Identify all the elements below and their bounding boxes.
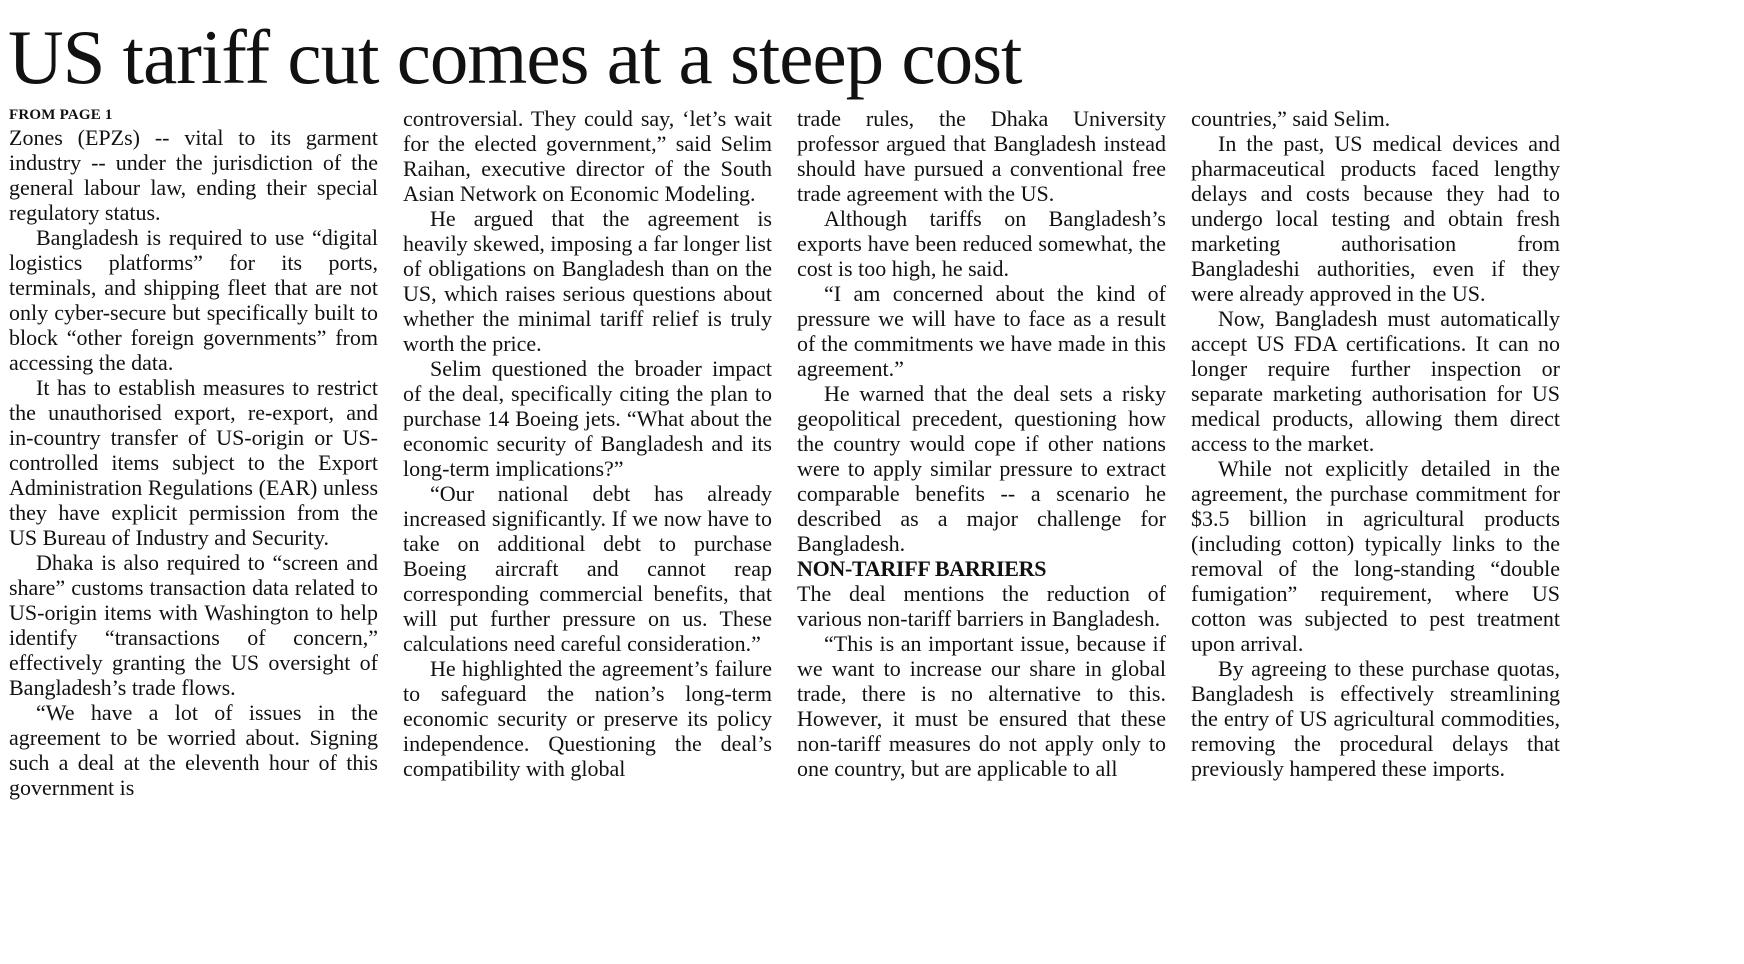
- paragraph: Dhaka is also required to “screen and share” customs transaction data related to US-origin items with Washington to help identify “transactions of concern,” effectively granting the US oversight of Bangladesh’s trade flows.: [9, 550, 378, 700]
- paragraph: The deal mentions the reduction of various non-tariff barriers in Bangladesh.: [797, 581, 1166, 631]
- paragraph: Zones (EPZs) -- vital to its garment industry -- under the jurisdiction of the general labour law, ending their special regulatory status.: [9, 125, 378, 225]
- column-3: [797, 106, 1166, 964]
- paragraph: By agreeing to these purchase quotas, Bangladesh is effectively streamlining the entry of US agricultural commodities, removing the procedural delays that previously hampered these imports.: [1191, 656, 1560, 781]
- paragraph: controversial. They could say, ‘let’s wait for the elected government,” said Selim Raihan, executive director of the South Asian Network on Economic Modeling.: [403, 106, 772, 206]
- paragraph: He highlighted the agreement’s failure to safeguard the nation’s long-term economic security or preserve its policy independence. Questioning the deal’s compatibility with global: [403, 656, 772, 781]
- paragraph: In the past, US medical devices and pharmaceutical products faced lengthy delays and costs because they had to undergo local testing and obtain fresh marketing authorisation from Bangladeshi authorities, even if they were already approved in the US.: [1191, 131, 1560, 306]
- paragraph: Now, Bangladesh must automatically accept US FDA certifications. It can no longer require further inspection or separate marketing authorisation for US medical products, allowing them direct access to the market.: [1191, 306, 1560, 456]
- paragraph: “We have a lot of issues in the agreement to be worried about. Signing such a deal at the eleventh hour of this government is: [9, 700, 378, 800]
- paragraph: Although tariffs on Bangladesh’s exports have been reduced somewhat, the cost is too high, he said.: [797, 206, 1166, 281]
- paragraph: He argued that the agreement is heavily skewed, imposing a far longer list of obligations on Bangladesh than on the US, which raises serious questions about whether the minimal tariff relief is truly worth the price.: [403, 206, 772, 356]
- paragraph: trade rules, the Dhaka University professor argued that Bangladesh instead should have pursued a conventional free trade agreement with the US.: [797, 106, 1166, 206]
- paragraph: “This is an important issue, because if we want to increase our share in global trade, there is no alternative to this. However, it must be ensured that these non-tariff measures do not apply only to one country, but are applicable to all: [797, 631, 1166, 781]
- paragraph: “Our national debt has already increased significantly. If we now have to take on additional debt to purchase Boeing aircraft and cannot reap corresponding commercial benefits, that will put further pressure on us. These calculations need careful consideration.”: [403, 481, 772, 656]
- section-subhead: NON-TARIFF BARRIERS: [797, 556, 1047, 581]
- paragraph: He warned that the deal sets a risky geopolitical precedent, questioning how the country would cope if other nations were to apply similar pressure to extract comparable benefits -- a scenario he described as a major challenge for Bangladesh.: [797, 381, 1166, 556]
- paragraph: It has to establish measures to restrict the unauthorised export, re-export, and in-country transfer of US-origin or US-controlled items subject to the Export Administration Regulations (EAR) unless they have explicit permission from the US Bureau of Industry and Security.: [9, 375, 378, 550]
- column-1: [9, 106, 378, 964]
- paragraph: Bangladesh is required to use “digital logistics platforms” for its ports, terminals, and shipping fleet that are not only cyber-secure but specifically built to block “other foreign governments” from accessing the data.: [9, 225, 378, 375]
- headline: US tariff cut comes at a steep cost: [8, 14, 1022, 100]
- paragraph: countries,” said Selim.: [1191, 106, 1391, 131]
- continued-from-label: FROM PAGE 1: [9, 107, 113, 123]
- paragraph: Selim questioned the broader impact of the deal, specifically citing the plan to purchase 14 Boeing jets. “What about the economic security of Bangladesh and its long-term implications?”: [403, 356, 772, 481]
- column-2: [403, 106, 772, 964]
- column-4: [1191, 106, 1560, 964]
- paragraph: “I am concerned about the kind of pressure we will have to face as a result of the commitments we have made in this agreement.”: [797, 281, 1166, 381]
- paragraph: While not explicitly detailed in the agreement, the purchase commitment for $3.5 billion in agricultural products (including cotton) typically links to the removal of the long-standing “double fumigation” requirement, where US cotton was subjected to pest treatment upon arrival.: [1191, 456, 1560, 656]
